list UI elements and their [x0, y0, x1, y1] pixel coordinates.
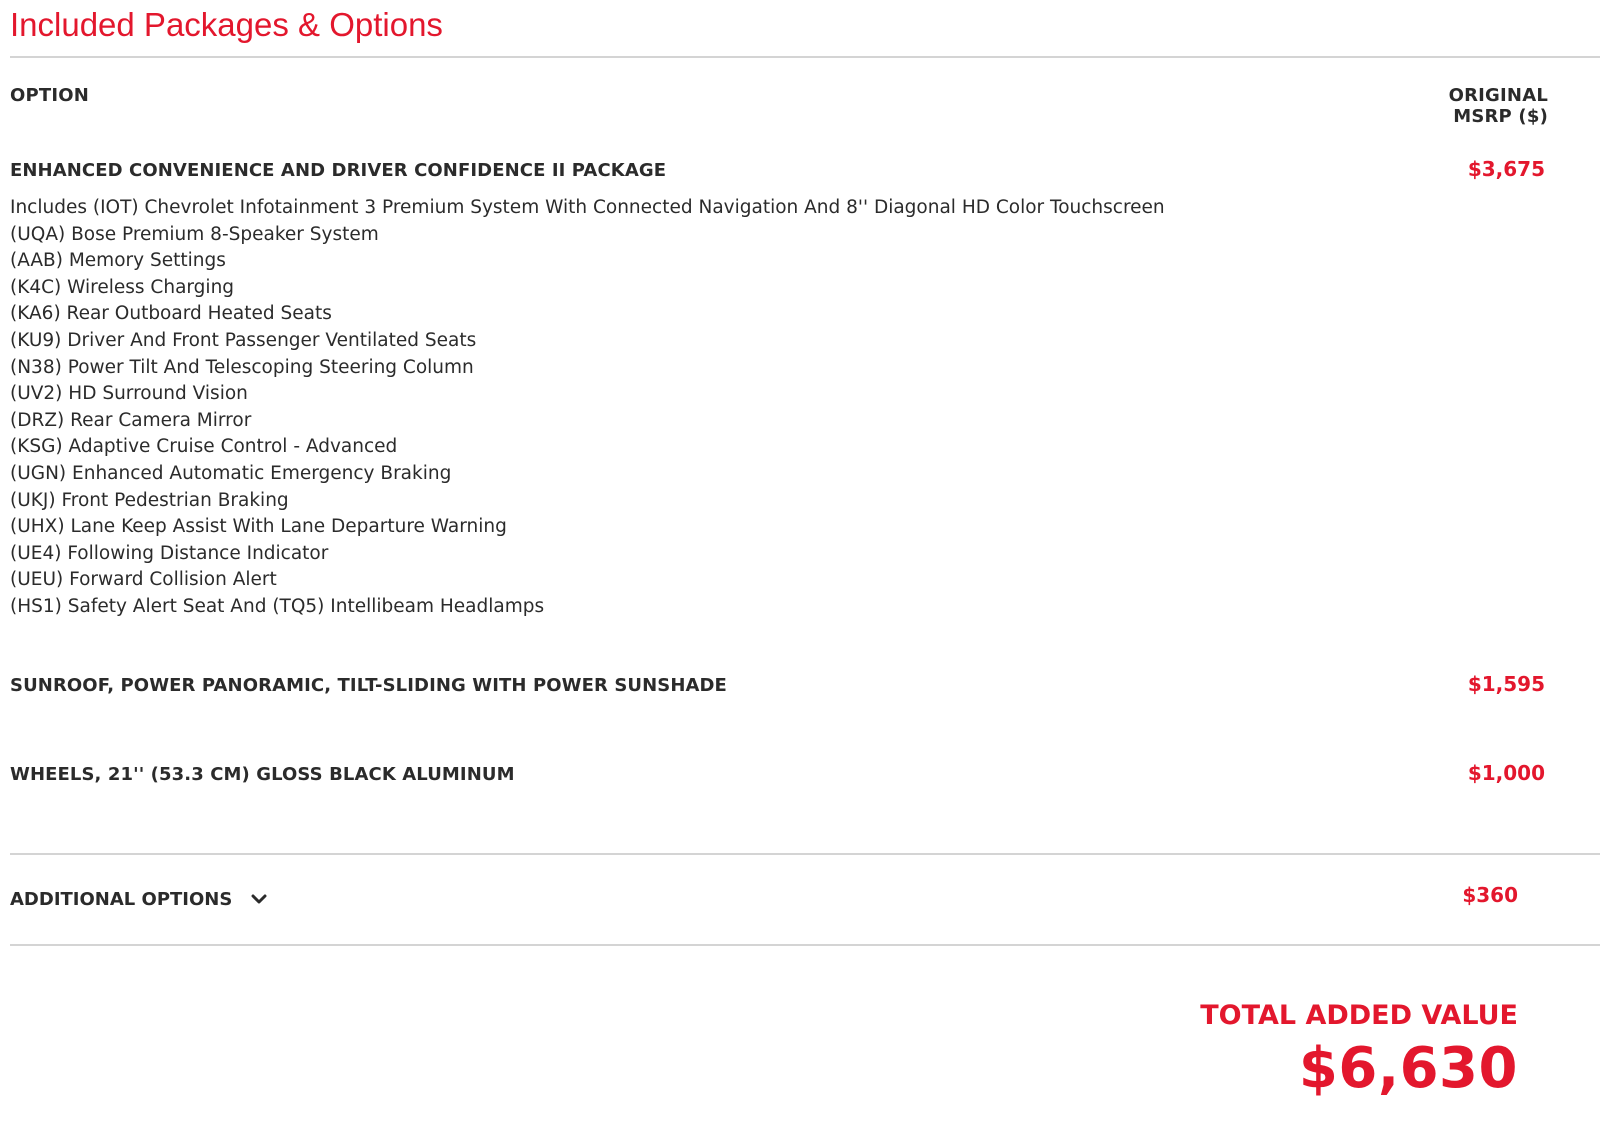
- additional-options-toggle[interactable]: [10, 888, 270, 910]
- package-price: $1,595: [1467, 672, 1545, 696]
- package-feature-item: (UEU) Forward Collision Alert: [10, 569, 277, 591]
- package-feature-list: [10, 195, 1165, 621]
- package-feature-item: Includes (IOT) Chevrolet Infotainment 3 Premium System With Connected Navigation And 8'' Diagonal HD Color Touchscreen: [10, 197, 1165, 218]
- page-title: Included Packages & Options: [10, 6, 443, 43]
- total-added-value-label: TOTAL ADDED VALUE: [1200, 1000, 1518, 1031]
- package-feature-item: (UE4) Following Distance Indicator: [10, 542, 329, 564]
- package-feature-item: (UHX) Lane Keep Assist With Lane Departure Warning: [10, 516, 507, 538]
- package-feature-item: (KA6) Rear Outboard Heated Seats: [10, 303, 332, 325]
- divider-additional-bottom: [10, 944, 1600, 946]
- package-name: SUNROOF, POWER PANORAMIC, TILT-SLIDING WITH POWER SUNSHADE: [10, 675, 727, 696]
- package-feature-item: (UKJ) Front Pedestrian Braking: [10, 489, 289, 511]
- package-feature-item: (UQA) Bose Premium 8-Speaker System: [10, 223, 379, 245]
- msrp-header-line2: MSRP ($): [1453, 106, 1548, 127]
- package-price: $1,000: [1467, 761, 1545, 785]
- package-feature-item: (AAB) Memory Settings: [10, 250, 226, 272]
- package-feature-item: (K4C) Wireless Charging: [10, 276, 235, 298]
- additional-options-price: $360: [1462, 883, 1518, 907]
- package-price: $3,675: [1467, 157, 1545, 181]
- package-name: ENHANCED CONVENIENCE AND DRIVER CONFIDENCE II PACKAGE: [10, 160, 667, 181]
- option-column-header: OPTION: [10, 85, 90, 106]
- divider-additional-top: [10, 853, 1600, 855]
- package-name: WHEELS, 21'' (53.3 CM) GLOSS BLACK ALUMINUM: [10, 764, 515, 785]
- package-feature-item: (HS1) Safety Alert Seat And (TQ5) Intellibeam Headlamps: [10, 595, 545, 617]
- package-feature-item: (DRZ) Rear Camera Mirror: [10, 409, 252, 431]
- total-added-value: $6,630: [1298, 1036, 1518, 1101]
- package-feature-item: (KU9) Driver And Front Passenger Ventilated Seats: [10, 329, 477, 351]
- msrp-header-line1: ORIGINAL: [1448, 85, 1548, 106]
- package-feature-item: (UGN) Enhanced Automatic Emergency Braking: [10, 462, 452, 484]
- package-feature-item: (N38) Power Tilt And Telescoping Steering Column: [10, 356, 474, 378]
- msrp-column-header: [1388, 85, 1548, 127]
- chevron-down-icon[interactable]: [248, 888, 270, 910]
- additional-options-label: ADDITIONAL OPTIONS: [10, 888, 233, 910]
- divider-top: [10, 56, 1600, 58]
- package-feature-item: (KSG) Adaptive Cruise Control - Advanced: [10, 436, 398, 458]
- package-feature-item: (UV2) HD Surround Vision: [10, 383, 248, 405]
